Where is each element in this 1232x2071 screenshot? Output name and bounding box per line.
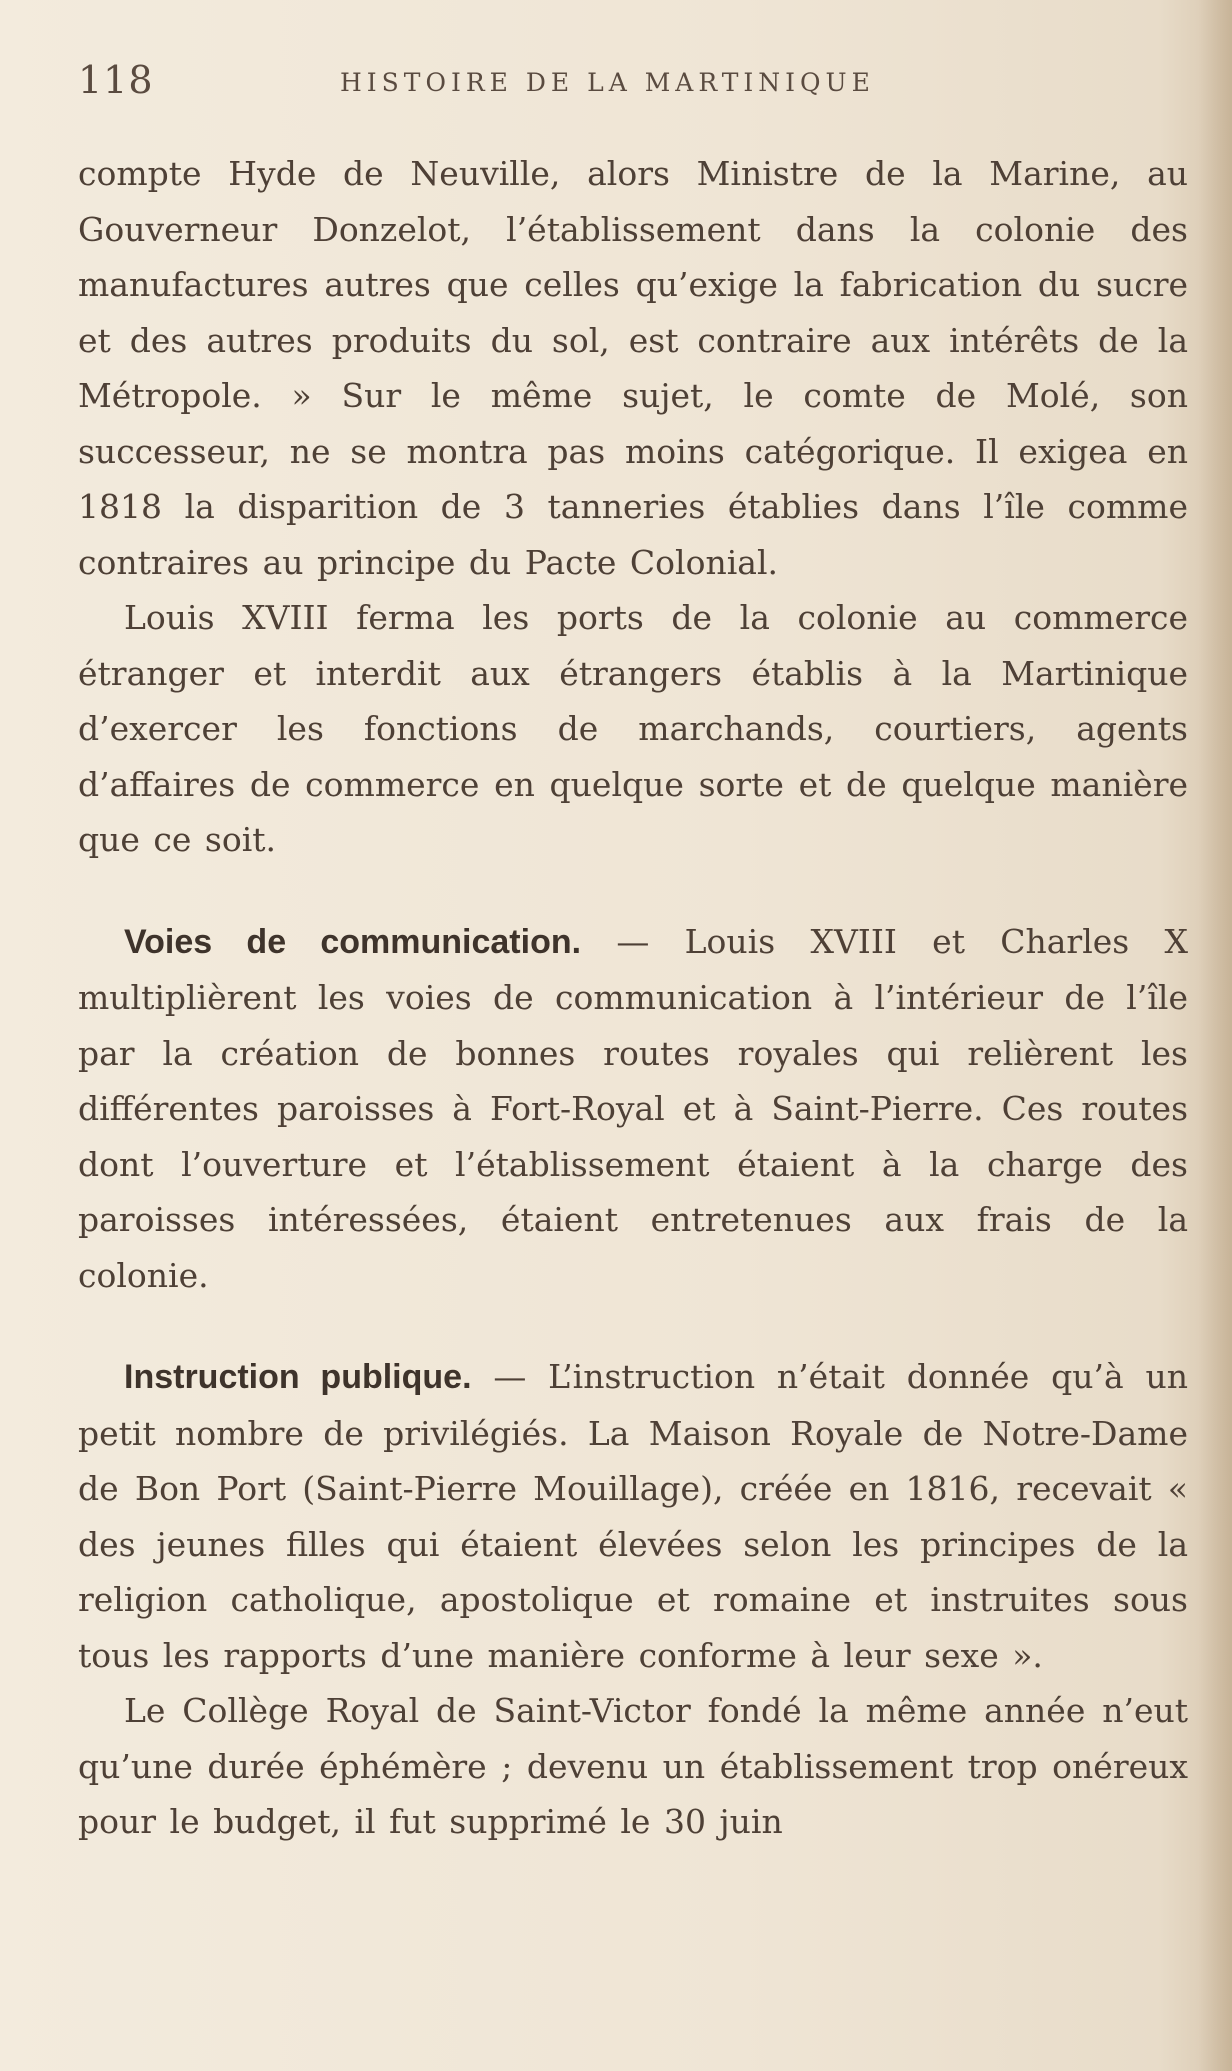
page-header	[78, 58, 1188, 110]
section-spacer	[78, 1303, 1188, 1349]
section-text-voies: — Louis XVIII et Charles X multiplièrent les voies de communication à l’intérieur de l’île par la création de bonnes routes royales qui relièrent les différentes paroisses à Fort-Royal et à Saint-Pierre. Ces routes dont l’ouverture et l’établissement étaient à la charge des paroisses intéressées, étaient entretenues aux frais de la colonie.	[78, 921, 1189, 1295]
section-heading-instruction: Instruction publique.	[124, 1358, 472, 1396]
section-heading-voies: Voies de communication.	[124, 922, 582, 961]
section-voies-de-communication	[78, 914, 1188, 1304]
running-title: HISTOIRE DE LA MARTINIQUE	[340, 68, 875, 97]
page-number: 118	[78, 58, 154, 102]
paragraph-pacte-colonial: compte Hyde de Neuville, alors Ministre de la Marine, au Gouverneur Donzelot, l’établissement dans la colonie des manufactures autres que celles qu’exige la fabrication du sucre et des autres produits du sol, est contraire aux intérêts de la Métropole. » Sur le même sujet, le comte de Molé, son successeur, ne se montra pas moins catégorique. Il exigea en 1818 la disparition de 3 tanneries établies dans l’île comme contraires au principe du Pacte Colonial.	[78, 154, 1188, 582]
section-text-instruction: — L’instruction n’était donnée qu’à un petit nombre de privilégiés. La Maison Royale de Notre-Dame de Bon Port (Saint-Pierre Mouillage), créée en 1816, recevait « des jeunes filles qui étaient élevées selon les principes de la religion catholique, apostolique et romaine et instruites sous tous les rapports d’une manière conforme à leur sexe ».	[78, 1357, 1188, 1675]
paragraph-college-royal: Le Collège Royal de Saint-Victor fondé la même année n’eut qu’une durée éphémère ; devenu un établissement trop onéreux pour le budget, il fut supprimé le 30 juin	[78, 1691, 1188, 1841]
section-spacer	[78, 868, 1188, 914]
body-text	[78, 146, 1188, 1850]
section-instruction-publique	[78, 1349, 1188, 1683]
page-edge-shadow	[1198, 0, 1232, 2071]
paragraph-louis-xviii-ports: Louis XVIII ferma les ports de la colonie au commerce étranger et interdit aux étrangers établis à la Martinique d’exercer les fonctions de marchands, courtiers, agents d’affaires de commerce en quelque sorte et de quelque manière que ce soit.	[78, 598, 1188, 859]
